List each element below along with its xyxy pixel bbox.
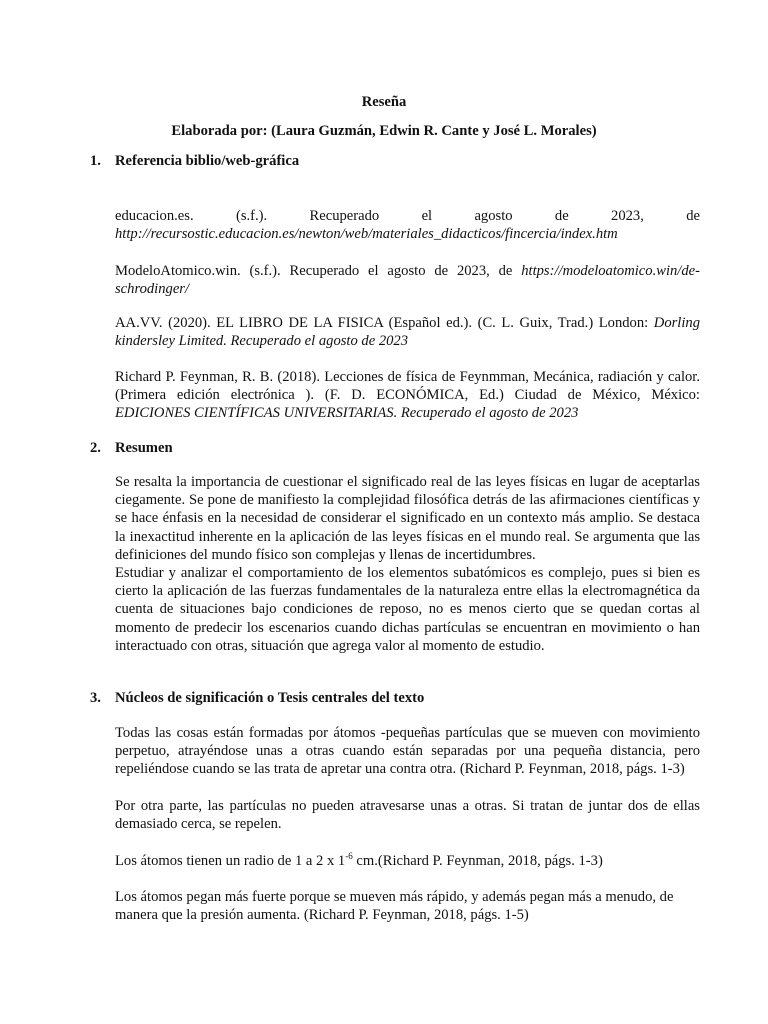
section-number: 3. [90,690,101,706]
reference-line: AA.VV. (2020). EL LIBRO DE LA FISICA (Español ed.). (C. L. Guix, Trad.) London: Dorling [115,315,700,331]
document-byline: Elaborada por: (Laura Guzmán, Edwin R. Cante y José L. Morales) [171,123,597,139]
paragraph: Los átomos tienen un radio de 1 a 2 x $1^{-6}$ cm.(Richard P. Feynman, 2018, págs. 1-3) [115,851,603,869]
resumen-body [115,473,700,655]
section-title: Referencia biblio/web-gráfica [115,153,300,169]
section-title: Núcleos de significación o Tesis centrales del texto [115,690,425,706]
reference-item [115,262,700,298]
section-number: 1. [90,153,101,169]
reference-line: educacion.es. (s.f.). Recuperado el agosto de 2023, de [115,208,700,224]
paragraph: Por otra parte, las partículas no pueden atravesarse unas a otras. Si tratan de juntar dos de ellas demasiado cerca, se repelen. [115,798,700,833]
nucleos-paragraph [115,852,700,870]
section-heading-nucleos [90,689,424,707]
reference-line: ModeloAtomico.win. (s.f.). Recuperado el agosto de 2023, de https://modeloatomico.win/de- [115,263,700,279]
reference-url-continuation[interactable]: schrodinger/ [115,281,190,298]
reference-publisher: EDICIONES CIENTÍFICAS UNIVERSITARIAS. Recuperado el agosto de 2023 [115,405,579,422]
section-heading-references [90,152,299,170]
paragraph: Todas las cosas están formadas por átomos -pequeñas partículas que se mueven con movimiento perpetuo, atrayéndose unas a otras cuando están separadas por una pequeña distancia, pero repeliéndose cuando se las trata de apretar una contra otra. (Richard P. Feynman, 2018, págs. 1-3) [115,725,700,778]
reference-item [115,368,700,423]
paragraph: Se resalta la importancia de cuestionar el significado real de las leyes físicas en lugar de aceptarlas ciegamente. Se pone de manifiesto la complejidad filosófica detrás de las afirmaciones científicas y se hace énfasis en la necesidad de considerar el significado en un contexto más amplio. Se destaca la inexactitud inherente en la aplicación de las leyes físicas en el mundo real. Se argumenta que las definiciones del mundo físico son complejas y llenas de incertidumbres. [115,474,700,563]
section-heading-resumen [90,439,173,457]
reference-item [115,314,700,350]
section-title: Resumen [115,440,173,456]
document-title: Reseña [361,94,407,110]
nucleos-paragraph [115,797,700,833]
reference-publisher: kindersley Limited. Recuperado el agosto de 2023 [115,333,409,350]
reference-url[interactable]: https://modeloatomico.win/de- [521,263,700,279]
nucleos-paragraph [115,724,700,779]
reference-line: (Primera edición electrónica ). (F. D. ECONÓMICA, Ed.) Ciudad de México, México: [115,387,700,404]
reference-line: Richard P. Feynman, R. B. (2018). Lecciones de física de Feynmman, Mecánica, radiación y calor. [115,369,700,385]
paragraph-line: manera que la presión aumenta. (Richard P. Feynman, 2018, págs. 1-5) [115,907,529,924]
reference-item [115,207,700,243]
nucleos-paragraph [115,888,700,924]
paragraph-line: Los átomos pegan más fuerte porque se mueven más rápido, y además pegan más a menudo, de [115,889,674,905]
paragraph: Estudiar y analizar el comportamiento de los elementos subatómicos es complejo, pues si bien es cierto la aplicación de las fuerzas fundamentales de la naturaleza entre ellas la electromagnética da cuenta de situaciones bajo condiciones de reposo, no es menos cierto que se quedan cortas al momento de predecir los escenarios cuando dichas partículas se encuentran en movimiento o han interactuado con otras, situación que agrega valor al momento de estudio. [115,565,700,654]
exponent: -6 [345,851,353,861]
section-number: 2. [90,440,101,456]
reference-url[interactable]: http://recursostic.educacion.es/newton/web/materiales_didacticos/fincercia/index.htm [115,226,618,243]
